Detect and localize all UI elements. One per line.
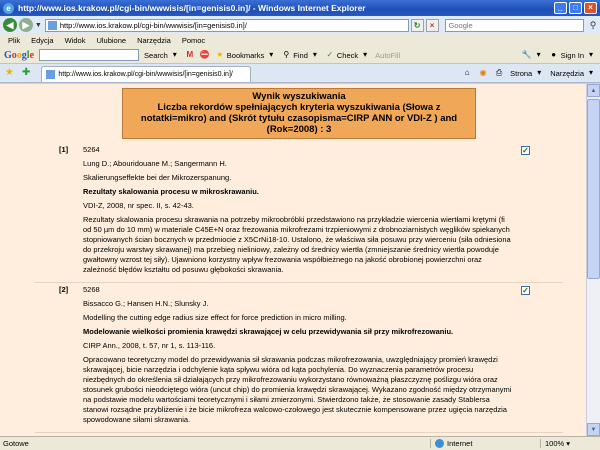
google-search-input[interactable] (39, 49, 139, 61)
find-button[interactable]: ⚲ Find ▾ (283, 50, 317, 60)
favorites-star-icon[interactable]: ★ (5, 67, 14, 78)
result-header (122, 88, 476, 139)
menu-file[interactable]: Plik (8, 36, 21, 45)
record-item (35, 283, 563, 433)
settings-icon[interactable]: 🔧 ▾ (521, 50, 541, 59)
record-id: 5268 (83, 285, 100, 294)
record-select-checkbox[interactable]: ✓ (522, 146, 529, 155)
print-icon[interactable]: ⎙ (495, 68, 503, 77)
refresh-icon[interactable]: ↻ (411, 19, 424, 32)
address-row (0, 16, 600, 34)
tab-row (0, 64, 600, 83)
check-button[interactable]: ✓ Check ▾ (326, 50, 368, 60)
status-bar (0, 436, 600, 450)
address-url: http://www.ios.krakow.pl/cgi-bin/wwwisis/[in=genisis0.in]/ (59, 20, 247, 30)
scroll-up-icon[interactable]: ▲ (587, 84, 600, 97)
records-list (35, 143, 563, 433)
scroll-thumb[interactable] (587, 99, 600, 279)
tab-label: http://www.ios.krakow.pl/cgi-bin/wwwisis/[in=genisis0.in]/ (58, 71, 233, 78)
close-button[interactable]: × (584, 2, 597, 14)
record-item (35, 143, 563, 283)
record-authors: Bissacco G.; Hansen H.N.; Slunsky J. (83, 299, 209, 308)
page-content (0, 84, 600, 436)
google-logo: Google (4, 49, 35, 61)
tab-current[interactable] (41, 66, 251, 82)
google-toolbar (0, 47, 600, 64)
page-icon (48, 21, 57, 30)
record-source: CIRP Ann., 2008, t. 57, nr 1, s. 113-116. (83, 341, 216, 350)
address-field[interactable] (45, 19, 409, 32)
feeds-icon[interactable]: ◉ (479, 68, 487, 77)
vertical-scrollbar[interactable] (586, 84, 600, 436)
record-title: Modelowanie wielkości promienia krawędzi skrawającej w celu przewidywania sił przy mikrofrezowaniu. (83, 327, 454, 336)
menu-bar (0, 34, 600, 47)
menu-tools[interactable]: Narzędzia (137, 36, 171, 45)
tab-page-icon (46, 70, 55, 79)
maximize-button[interactable]: □ (569, 2, 582, 14)
bookmarks-button[interactable]: ★ Bookmarks ▾ (216, 50, 274, 60)
record-abstract: Rezultaty skalowania procesu skrawania na potrzeby mikroobróbki przedstawiono na przykładzie wiercenia wiertłami krętymi (fi od 50 µm do 10 mm) w materiale C45E+N oraz frezowania mikrofrezami trzpieniowymi z drobnoziarnistych węglików spiekanych stopniowanych ścian bocznych w przedmiocie z X5CrNi18-10. Ustalono, że właściwa siła posuwu przy wierceniu (siła odniesiona do przekroju warstwy skrawanej) ma przebieg nieliniowy, zależny od średnicy wiertła (zmniejszanie średnicy wiertła powoduje gwałtowny wzrost tej siły). Ujawniono korzystny wpływ frezowania współbieżnego na jakość obrobionej powierzchni oraz zależność błędów kształtu od posuwu głębokości skrawania. (83, 215, 511, 274)
add-favorites-icon[interactable]: ✚ (21, 67, 31, 78)
history-dropdown-icon[interactable]: ▼ (34, 21, 42, 29)
record-id: 5264 (83, 145, 100, 154)
menu-help[interactable]: Pomoc (181, 36, 206, 45)
stop-icon[interactable]: × (426, 19, 439, 32)
forward-button[interactable]: ▶ (19, 18, 33, 32)
ie-logo-icon: e (3, 3, 14, 14)
popup-blocker-icon[interactable]: ⛔ (199, 50, 210, 59)
result-query: Liczba rekordów spełniających kryteria wyszukiwania (Słowa z notatki=mikro) and (Skrót tytułu czasopisma=CIRP ANN or VDI-Z ) and (Rok=2008) : 3 (140, 102, 458, 135)
gmail-icon[interactable]: M (186, 50, 194, 59)
autofill-button[interactable]: AutoFill (375, 50, 401, 60)
back-button[interactable]: ◀ (3, 18, 17, 32)
record-original-title: Modelling the cutting edge radius size effect for force prediction in micro milling. (83, 313, 347, 322)
record-abstract: Opracowano teoretyczny model do przewidywania sił skrawania podczas mikrofrezowania, uwzględniający promień krawędzi skrawającej, bicie narzędzia i odchylenie kąta spływu wióra od kąta pochylenia. Do wyznaczenia parametrów procesu niezbędnych do określenia sił działających przy mikrofrezowaniu wykorzystano równoważną płaszczyznę poślizgu wióra oraz stosunek grubości nieodciętego wióra (uncut chip) do promienia krawędzi skrawającej. Wykazano zgodność między otrzymanymi na podstawie modelu wartościami teoretycznymi i siłami zmierzonymi. Stwierdzono także, że stosowanie zasady Stablersa stanowi rozsądne przybliżenie i że bicie mikrofreza walcowo-czołowego jest skutecznie kompensowane przez ugięcia narzędzia spowodowane siłami skrawania. (83, 355, 512, 424)
security-zone: Internet (430, 439, 540, 448)
home-icon[interactable]: ⌂ (464, 68, 470, 77)
google-search-button[interactable]: Search ▾ (144, 50, 177, 60)
record-title: Rezultaty skalowania procesu w mikroskrawaniu. (83, 187, 259, 196)
window-titlebar (0, 0, 600, 16)
menu-edit[interactable]: Edycja (31, 36, 54, 45)
record-number: [1] (59, 145, 69, 154)
status-text: Gotowe (3, 439, 29, 448)
sign-in-button[interactable]: ● Sign In ▾ (551, 50, 593, 60)
page-menu-button[interactable]: Strona ▾ (510, 68, 542, 78)
minimize-button[interactable]: _ (554, 2, 567, 14)
record-select-checkbox[interactable]: ✓ (522, 286, 529, 295)
menu-favorites[interactable]: Ulubione (96, 36, 127, 45)
search-input[interactable]: Google (445, 19, 585, 32)
tools-menu-button[interactable]: Narzędzia ▾ (550, 68, 593, 78)
scroll-down-icon[interactable]: ▼ (587, 423, 600, 436)
record-number: [2] (59, 285, 69, 294)
record-source: VDI-Z, 2008, nr spec. II, s. 42-43. (83, 201, 194, 210)
result-title: Wynik wyszukiwania (252, 91, 346, 102)
globe-icon (435, 439, 444, 448)
menu-view[interactable]: Widok (64, 36, 86, 45)
window-title: http://www.ios.krakow.pl/cgi-bin/wwwisis/[in=genisis0.in]/ - Windows Internet Explorer (18, 3, 366, 13)
record-authors: Lung D.; Abouridouane M.; Sangermann H. (83, 159, 227, 168)
zoom-level[interactable]: 100% ▾ (540, 439, 600, 448)
search-icon[interactable]: ⚲ (589, 19, 597, 30)
record-original-title: Skalierungseffekte bei der Mikrozerspanung. (83, 173, 232, 182)
